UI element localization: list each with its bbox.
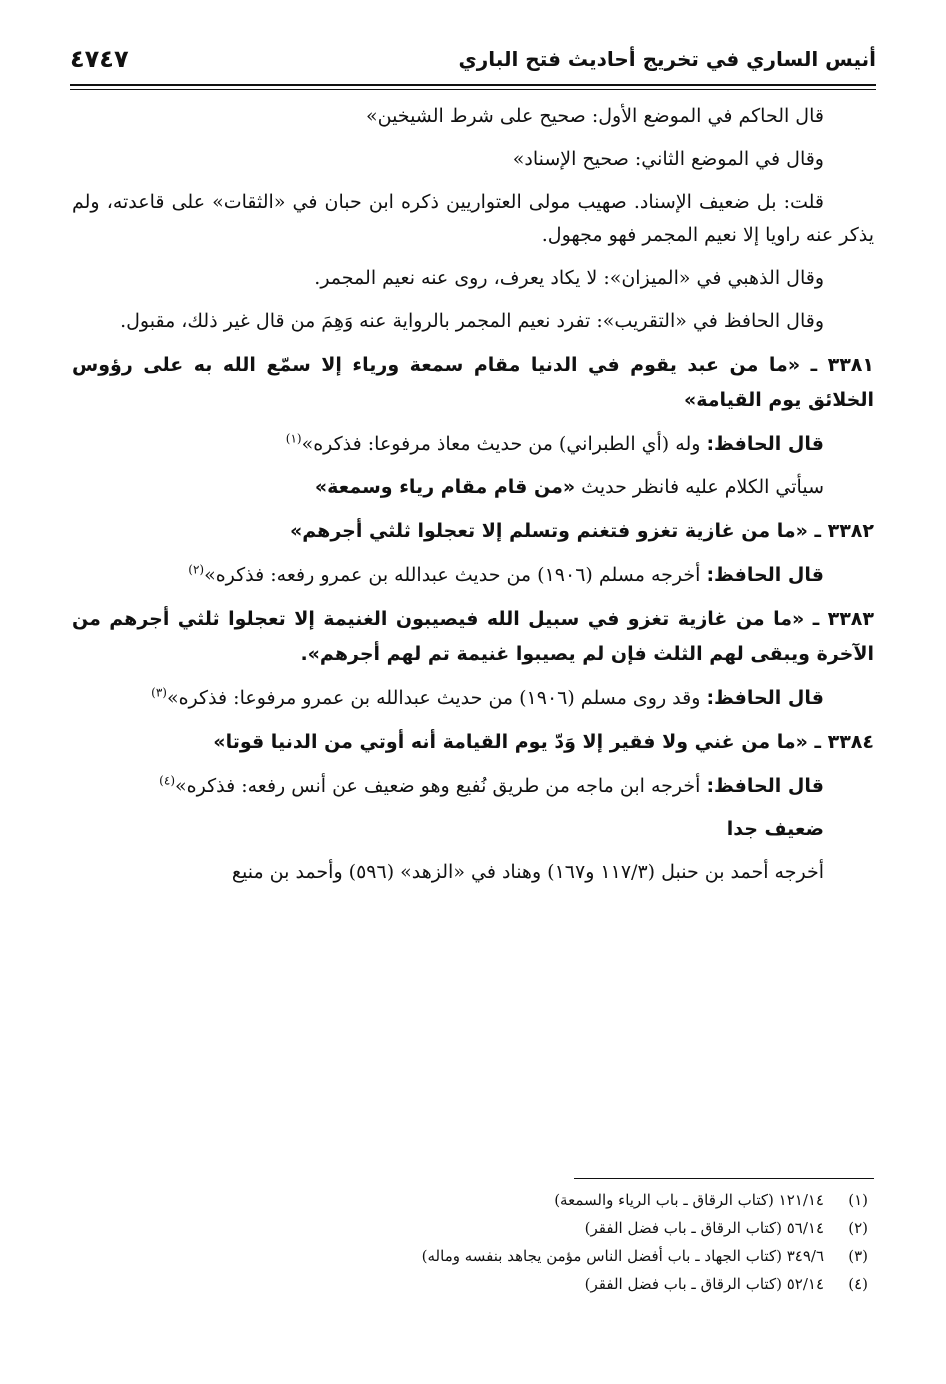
hafiz-comment bbox=[72, 682, 874, 715]
header-rule-thin bbox=[70, 89, 876, 90]
cross-reference bbox=[72, 471, 874, 504]
hafiz-label: قال الحافظ: bbox=[706, 687, 824, 709]
footnote bbox=[72, 1186, 868, 1214]
hafiz-comment bbox=[72, 770, 874, 803]
footnote bbox=[72, 1270, 868, 1298]
hadith-heading: ٣٣٨١ ـ «ما من عبد يقوم في الدنيا مقام سمعة ورياء إلا سمّع الله به على رؤوس الخلائق يوم القيامة» bbox=[72, 354, 874, 411]
paragraph: وقال الحافظ في «التقريب»: تفرد نعيم المجمر بالرواية عنه وَهِمَ من قال غير ذلك، مقبول. bbox=[120, 310, 824, 332]
footnote-number: (٤) bbox=[848, 1275, 868, 1293]
paragraph: أخرجه أحمد بن حنبل (١١٧/٣ و١٦٧) وهناد في «الزهد» (٥٩٦) وأحمد بن منيع bbox=[231, 861, 824, 883]
verdict: ضعيف جدا bbox=[726, 818, 824, 840]
book-title: أنيس الساري في تخريج أحاديث فتح الباري bbox=[458, 47, 876, 71]
comment-text: أخرجه مسلم (١٩٠٦) من حديث عبدالله بن عمرو رفعه: فذكره» bbox=[204, 564, 701, 586]
hadith-heading: ٣٣٨٢ ـ «ما من غازية تغزو فتغنم وتسلم إلا تعجلوا ثلثي أجرهم» bbox=[289, 520, 874, 542]
comment-text: أخرجه ابن ماجه من طريق نُفيع وهو ضعيف عن أنس رفعه: فذكره» bbox=[175, 775, 701, 797]
running-header bbox=[70, 38, 876, 80]
paragraph: وقال الذهبي في «الميزان»: لا يكاد يعرف، روى عنه نعيم المجمر. bbox=[314, 267, 824, 289]
comment-text: وله (أي الطبراني) من حديث معاذ مرفوعا: فذكره» bbox=[301, 433, 701, 455]
hafiz-label: قال الحافظ: bbox=[706, 433, 824, 455]
footnote-ref[interactable]: (٣) bbox=[151, 685, 167, 700]
hadith-heading: ٣٣٨٤ ـ «ما من غني ولا فقير إلا وَدّ يوم القيامة أنه أوتي من الدنيا قوتا» bbox=[213, 731, 874, 753]
footnote-ref[interactable]: (٢) bbox=[188, 562, 205, 577]
paragraph: قلت: بل ضعيف الإسناد. صهيب مولى العتواريين ذكره ابن حبان في «الثقات» على قاعدته، ولم يذكر عنه راويا إلا نعيم المجمر فهو مجهول. bbox=[72, 191, 874, 246]
hafiz-label: قال الحافظ: bbox=[706, 775, 824, 797]
footnote-ref[interactable]: (٤) bbox=[159, 773, 175, 788]
header-rule bbox=[70, 84, 876, 86]
footnote-text: ٣٤٩/٦ (كتاب الجهاد ـ باب أفضل الناس مؤمن يجاهد بنفسه وماله) bbox=[421, 1247, 824, 1265]
main-text bbox=[72, 100, 874, 899]
paragraph: قال الحاكم في الموضع الأول: صحيح على شرط الشيخين» bbox=[365, 105, 824, 127]
footnote-separator bbox=[574, 1178, 874, 1179]
footnote-number: (٣) bbox=[848, 1247, 868, 1265]
hafiz-comment bbox=[72, 428, 874, 461]
footnote-number: (١) bbox=[848, 1191, 868, 1209]
footnote-text: ١٢١/١٤ (كتاب الرقاق ـ باب الرياء والسمعة) bbox=[554, 1191, 824, 1209]
comment-text: وقد روى مسلم (١٩٠٦) من حديث عبدالله بن عمرو مرفوعا: فذكره» bbox=[166, 687, 701, 709]
cross-reference-title: «من قام مقام رياء وسمعة» bbox=[314, 476, 576, 498]
footnotes bbox=[72, 1186, 868, 1298]
paragraph: وقال في الموضع الثاني: صحيح الإسناد» bbox=[512, 148, 824, 170]
footnote-text: ٥٦/١٤ (كتاب الرقاق ـ باب فضل الفقر) bbox=[584, 1219, 824, 1237]
hafiz-comment bbox=[72, 559, 874, 592]
footnote bbox=[72, 1242, 868, 1270]
footnote-number: (٢) bbox=[848, 1219, 868, 1237]
footnote-ref[interactable]: (١) bbox=[285, 431, 302, 446]
footnote bbox=[72, 1214, 868, 1242]
hafiz-label: قال الحافظ: bbox=[706, 564, 824, 586]
page-number: ٤٧٤٧ bbox=[70, 45, 129, 73]
hadith-heading: ٣٣٨٣ ـ «ما من غازية تغزو في سبيل الله فيصيبون الغنيمة إلا تعجلوا ثلثي أجرهم من الآخرة ويبقى لهم الثلث فإن لم يصيبوا غنيمة تم لهم أجرهم». bbox=[72, 608, 874, 665]
footnote-text: ٥٢/١٤ (كتاب الرقاق ـ باب فضل الفقر) bbox=[584, 1275, 824, 1293]
cross-reference-text: سيأتي الكلام عليه فانظر حديث bbox=[575, 476, 824, 498]
